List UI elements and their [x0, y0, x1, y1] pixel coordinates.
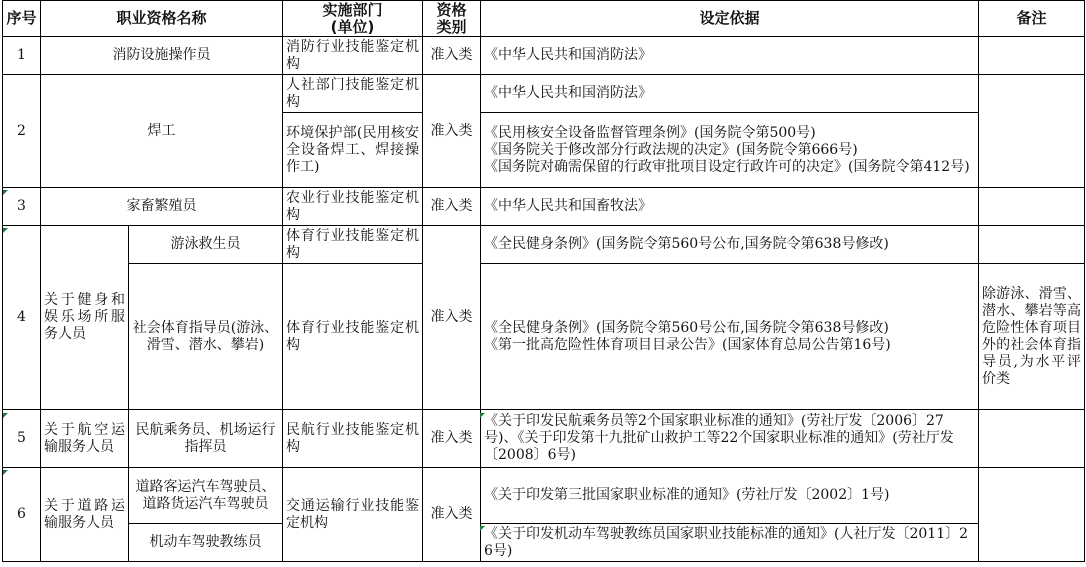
header-dept[interactable]: 实施部门 (单位): [283, 1, 423, 37]
cell-dept[interactable]: 农业行业技能鉴定机构: [283, 188, 423, 226]
cell-name[interactable]: 游泳救生员: [129, 226, 283, 264]
cell-seq[interactable]: 3: [3, 188, 41, 226]
cell-type[interactable]: 准入类: [423, 468, 481, 562]
table-row: [3, 226, 1085, 264]
table-row: [3, 410, 1085, 468]
cell-basis[interactable]: 《中华人民共和国消防法》: [481, 75, 979, 113]
cell-name[interactable]: 机动车驾驶教练员: [129, 524, 283, 562]
cell-name[interactable]: 消防设施操作员: [41, 37, 283, 75]
cell-dept[interactable]: 体育行业技能鉴定机构: [283, 264, 423, 410]
cell-seq[interactable]: 2: [3, 75, 41, 188]
cell-basis[interactable]: 《中华人民共和国消防法》: [481, 37, 979, 75]
cell-comment-marker: [3, 228, 8, 233]
cell-basis[interactable]: 《全民健身条例》(国务院令第560号公布,国务院令第638号修改): [481, 226, 979, 264]
table-row: [3, 468, 1085, 524]
cell-remark[interactable]: 除游泳、滑雪、潜水、攀岩等高危险性体育项目外的社会体育指导员,为水平评价类: [979, 264, 1085, 410]
basis-line: 《全民健身条例》(国务院令第560号公布,国务院令第638号修改): [484, 319, 889, 336]
cell-seq[interactable]: 1: [3, 37, 41, 75]
table-row: [3, 188, 1085, 226]
cell-seq[interactable]: 5: [3, 410, 41, 468]
header-basis[interactable]: 设定依据: [481, 1, 979, 37]
cell-dept[interactable]: 消防行业技能鉴定机构: [283, 37, 423, 75]
cell-name[interactable]: 民航乘务员、机场运行指挥员: [129, 410, 283, 468]
table-row: [3, 524, 1085, 562]
cell-remark[interactable]: [979, 410, 1085, 468]
basis-line: 《第一批高危险性体育项目目录公告》(国家体育总局公告第16号): [484, 336, 891, 353]
cell-name[interactable]: 社会体育指导员(游泳、滑雪、潜水、攀岩): [129, 264, 283, 410]
cell-basis[interactable]: 《关于印发民航乘务员等2个国家职业标准的通知》(劳社厅发〔2006〕27号)、《关于印发第十九批矿山救护工等22个国家职业标准的通知》(劳社厅发〔2008〕6号): [481, 410, 979, 468]
cell-type[interactable]: 准入类: [423, 188, 481, 226]
cell-group[interactable]: 关于道路运输服务人员: [41, 468, 129, 562]
cell-group[interactable]: 关于航空运输服务人员: [41, 410, 129, 468]
cell-remark[interactable]: [979, 75, 1085, 188]
header-row: [3, 1, 1085, 37]
cell-dept[interactable]: 人社部门技能鉴定机构: [283, 75, 423, 113]
cell-comment-marker: [3, 413, 8, 418]
cell-seq[interactable]: 4: [3, 226, 41, 410]
table-row: [3, 37, 1085, 75]
qualification-table: [2, 0, 1085, 562]
cell-remark[interactable]: [979, 37, 1085, 75]
cell-type[interactable]: 准入类: [423, 75, 481, 188]
cell-group[interactable]: 关于健身和娱乐场所服务人员: [41, 226, 129, 410]
header-name[interactable]: 职业资格名称: [41, 1, 283, 37]
table-row: [3, 75, 1085, 113]
cell-basis[interactable]: [481, 113, 979, 188]
cell-comment-marker: [3, 190, 8, 195]
header-type[interactable]: 资格 类别: [423, 1, 481, 37]
table-row: [3, 264, 1085, 410]
cell-comment-marker: [3, 470, 8, 475]
cell-remark[interactable]: [979, 226, 1085, 264]
basis-line: 《国务院对确需保留的行政审批项目设定行政许可的决定》(国务院令第412号): [484, 158, 970, 175]
cell-comment-marker: [480, 413, 485, 418]
cell-basis[interactable]: 《关于印发第三批国家职业标准的通知》(劳社厅发〔2002〕1号): [481, 468, 979, 524]
cell-basis[interactable]: [481, 264, 979, 410]
cell-type[interactable]: 准入类: [423, 37, 481, 75]
basis-line: 《民用核安全设备监督管理条例》(国务院令第500号): [484, 124, 816, 141]
cell-remark[interactable]: [979, 188, 1085, 226]
header-remark[interactable]: 备注: [979, 1, 1085, 37]
cell-dept[interactable]: 环境保护部(民用核安全设备焊工、焊接操作工): [283, 113, 423, 188]
cell-dept[interactable]: 交通运输行业技能鉴定机构: [283, 468, 423, 562]
cell-basis[interactable]: 《关于印发机动车驾驶教练员国家职业技能标准的通知》(人社厅发〔2011〕26号): [481, 524, 979, 562]
cell-name[interactable]: 道路客运汽车驾驶员、道路货运汽车驾驶员: [129, 468, 283, 524]
cell-basis[interactable]: 《中华人民共和国畜牧法》: [481, 188, 979, 226]
cell-dept[interactable]: 民航行业技能鉴定机构: [283, 410, 423, 468]
basis-line: 《国务院关于修改部分行政法规的决定》(国务院令第666号): [484, 141, 858, 158]
cell-dept[interactable]: 体育行业技能鉴定机构: [283, 226, 423, 264]
cell-name[interactable]: 焊工: [41, 75, 283, 188]
cell-name[interactable]: 家畜繁殖员: [41, 188, 283, 226]
cell-type[interactable]: 准入类: [423, 410, 481, 468]
cell-comment-marker: [480, 526, 485, 531]
cell-seq[interactable]: 6: [3, 468, 41, 562]
header-seq[interactable]: 序号: [3, 1, 41, 37]
cell-remark[interactable]: [979, 468, 1085, 562]
cell-type[interactable]: 准入类: [423, 226, 481, 410]
